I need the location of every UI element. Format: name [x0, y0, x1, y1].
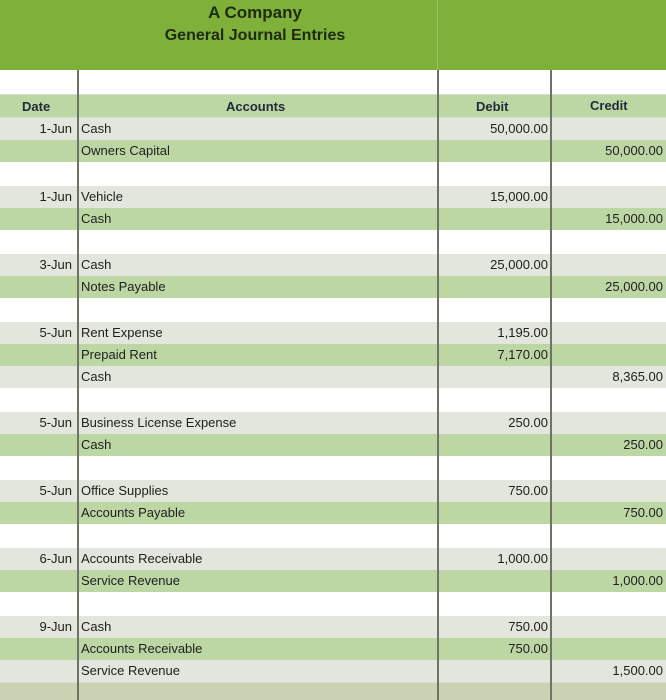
journal-line	[0, 208, 666, 231]
debit-column-divider	[550, 70, 552, 700]
journal-line	[0, 570, 666, 593]
journal-line	[0, 434, 666, 457]
spacer-row	[0, 592, 666, 617]
journal-line	[0, 638, 666, 661]
debit-amount: 50,000.00	[490, 121, 548, 136]
journal-line	[0, 254, 666, 277]
journal-line	[0, 322, 666, 345]
account-name: Owners Capital	[81, 143, 170, 158]
entry-date: 1-Jun	[39, 189, 72, 204]
journal-line	[0, 186, 666, 209]
entry-date: 5-Jun	[39, 415, 72, 430]
journal-line	[0, 118, 666, 141]
entry-date: 9-Jun	[39, 619, 72, 634]
account-name: Service Revenue	[81, 573, 180, 588]
account-name: Vehicle	[81, 189, 123, 204]
journal-line	[0, 480, 666, 503]
journal-line	[0, 502, 666, 525]
entry-date: 1-Jun	[39, 121, 72, 136]
spacer-row	[0, 298, 666, 323]
column-header-row	[0, 95, 666, 118]
spacer-row	[0, 230, 666, 255]
spacer-row	[0, 524, 666, 549]
journal-line	[0, 140, 666, 163]
spacer-row	[0, 388, 666, 413]
company-title: A Company	[208, 3, 302, 22]
account-name: Accounts Receivable	[81, 551, 203, 566]
credit-amount: 1,500.00	[612, 663, 663, 678]
journal-line	[0, 616, 666, 639]
debit-amount: 1,195.00	[497, 325, 548, 340]
debit-amount: 25,000.00	[490, 257, 548, 272]
journal-line	[0, 276, 666, 299]
entry-date: 3-Jun	[39, 257, 72, 272]
debit-amount: 750.00	[508, 641, 548, 656]
credit-amount: 50,000.00	[605, 143, 663, 158]
date-column-divider	[77, 70, 79, 700]
account-name: Business License Expense	[81, 415, 237, 430]
debit-amount: 7,170.00	[497, 347, 548, 362]
account-name: Accounts Payable	[81, 505, 186, 520]
credit-header: Credit	[590, 98, 628, 113]
entry-date: 5-Jun	[39, 325, 72, 340]
account-name: Cash	[81, 211, 112, 226]
account-name: Cash	[81, 369, 112, 384]
date-header: Date	[22, 99, 51, 114]
account-name: Prepaid Rent	[81, 347, 157, 362]
credit-amount: 15,000.00	[605, 211, 663, 226]
journal-line	[0, 660, 666, 683]
account-name: Cash	[81, 437, 112, 452]
debit-amount: 750.00	[508, 619, 548, 634]
journal-line	[0, 412, 666, 435]
credit-amount: 250.00	[623, 437, 663, 452]
spacer-row	[0, 456, 666, 481]
account-name: Service Revenue	[81, 663, 180, 678]
debit-amount: 15,000.00	[490, 189, 548, 204]
entry-date: 6-Jun	[39, 551, 72, 566]
account-name: Cash	[81, 257, 112, 272]
credit-amount: 8,365.00	[612, 369, 663, 384]
account-name: Cash	[81, 121, 112, 136]
account-name: Cash	[81, 619, 112, 634]
credit-amount: 750.00	[623, 505, 663, 520]
credit-amount: 25,000.00	[605, 279, 663, 294]
journal-line	[0, 366, 666, 389]
title-band	[0, 0, 666, 70]
journal-title: General Journal Entries	[164, 27, 346, 44]
debit-amount: 1,000.00	[497, 551, 548, 566]
entry-date: 5-Jun	[39, 483, 72, 498]
debit-amount: 750.00	[508, 483, 548, 498]
accounts-header: Accounts	[226, 99, 286, 114]
spacer-row	[0, 162, 666, 187]
spacer-row	[0, 70, 666, 95]
journal-line	[0, 344, 666, 367]
journal-line	[0, 548, 666, 571]
debit-amount: 250.00	[508, 415, 548, 430]
accounts-column-divider	[437, 70, 439, 700]
account-name: Office Supplies	[81, 483, 169, 498]
header-gridline	[437, 0, 438, 70]
debit-header: Debit	[476, 99, 509, 114]
account-name: Rent Expense	[81, 325, 163, 340]
account-name: Notes Payable	[81, 279, 166, 294]
account-name: Accounts Receivable	[81, 641, 203, 656]
credit-amount: 1,000.00	[612, 573, 663, 588]
